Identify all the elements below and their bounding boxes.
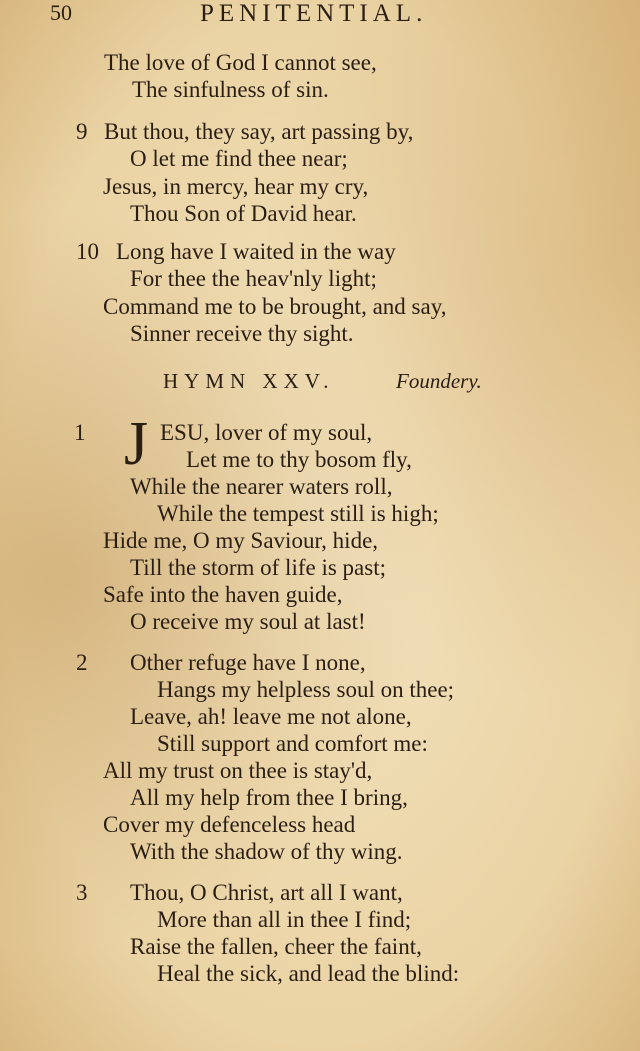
verse-line: Heal the sick, and lead the blind:	[157, 961, 460, 986]
verse-line: Hangs my helpless soul on thee;	[157, 677, 455, 702]
verse-line: Safe into the haven guide,	[103, 582, 343, 607]
verse-line: Hide me, O my Saviour, hide,	[103, 528, 379, 553]
verse-line: All my trust on thee is stay'd,	[103, 758, 373, 783]
hymn-title: HYMN XXV.	[163, 369, 335, 393]
verse-line: ESU, lover of my soul,	[160, 420, 373, 445]
verse-line: Long have I waited in the way	[116, 239, 396, 264]
verse-number: 2	[76, 650, 88, 675]
verse-line: Raise the fallen, cheer the faint,	[130, 934, 422, 959]
drop-cap: J	[124, 410, 149, 478]
verse-line: But thou, they say, art passing by,	[104, 119, 414, 144]
page-number: 50	[50, 0, 72, 25]
verse-line: Command me to be brought, and say,	[103, 294, 447, 319]
verse-line: Jesus, in mercy, hear my cry,	[103, 174, 369, 199]
verse-line: Sinner receive thy sight.	[130, 321, 354, 346]
running-head: PENITENTIAL.	[200, 0, 428, 27]
verse-line: Cover my defenceless head	[103, 812, 356, 837]
verse-line: Leave, ah! leave me not alone,	[130, 704, 412, 729]
verse-line: Still support and comfort me:	[157, 731, 428, 756]
verse-line: For thee the heav'nly light;	[130, 266, 377, 291]
verse-line: The sinfulness of sin.	[132, 77, 329, 102]
hymn-tune: Foundery.	[396, 369, 482, 393]
verse-line: Let me to thy bosom fly,	[186, 447, 412, 472]
verse-line: The love of God I cannot see,	[104, 50, 377, 75]
verse-number: 10	[76, 239, 99, 264]
verse-line: More than all in thee I find;	[157, 907, 412, 932]
verse-line: O let me find thee near;	[130, 146, 348, 171]
verse-line: Other refuge have I none,	[130, 650, 366, 675]
verse-line: Till the storm of life is past;	[130, 555, 386, 580]
verse-line: O receive my soul at last!	[130, 609, 366, 634]
verse-number: 1	[74, 420, 86, 445]
verse-number: 3	[76, 880, 88, 905]
verse-line: Thou Son of David hear.	[130, 201, 357, 226]
verse-line: Thou, O Christ, art all I want,	[130, 880, 403, 905]
verse-number: 9	[76, 119, 88, 144]
verse-line: While the tempest still is high;	[157, 501, 439, 526]
verse-line: All my help from thee I bring,	[130, 785, 408, 810]
verse-line: While the nearer waters roll,	[130, 474, 393, 499]
verse-line: With the shadow of thy wing.	[130, 839, 403, 864]
